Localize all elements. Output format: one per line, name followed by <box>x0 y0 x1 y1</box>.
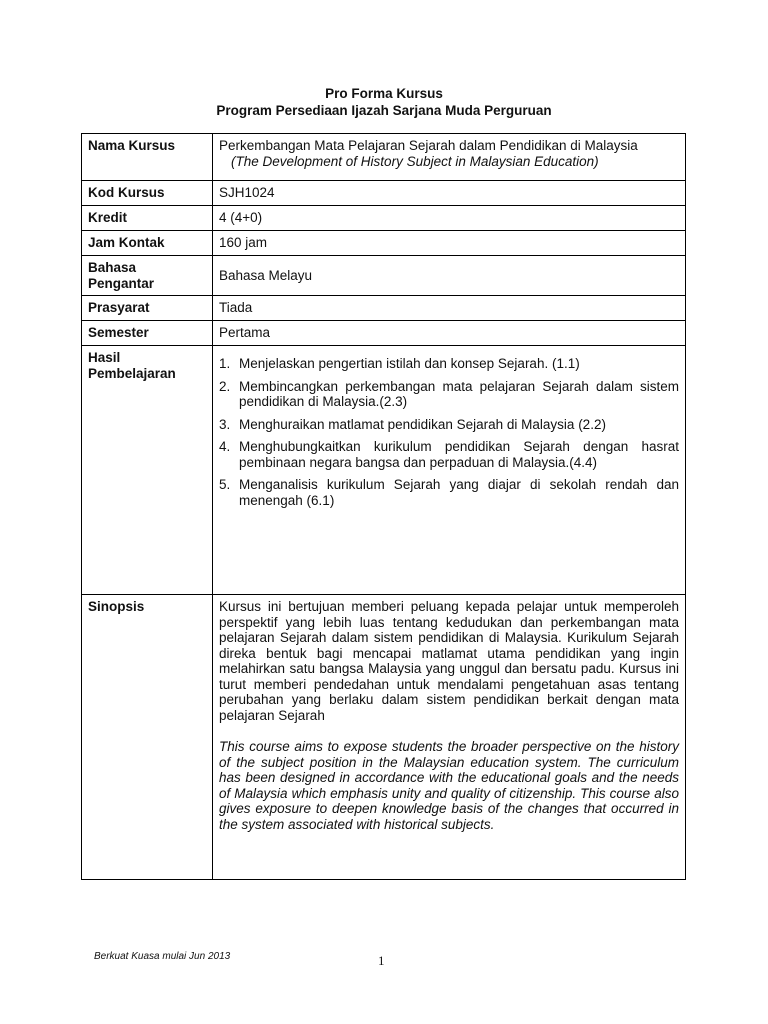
outcome-text: Menghuraikan matlamat pendidikan Sejarah di Malaysia (2.2) <box>239 416 606 432</box>
list-item <box>219 356 679 372</box>
row-hasil-pembelajaran <box>82 346 686 595</box>
synopsis-malay: Kursus ini bertujuan memberi peluang kepada pelajar untuk memperoleh perspektif yang lebih luas tentang kedudukan dan perkembangan mata pelajaran Sejarah dalam sistem pendidikan di Malaysia. Kurikulum Sejarah direka bentuk bagi mencapai matlamat utama pendidikan yang ingin melahirkan satu bangsa Malaysia yang unggul dan bersatu padu. Kursus ini turut memberi pendedahan untuk mendalami pengetahuan asas tentang perubahan yang berlaku dalam sistem pendidikan berkait dengan mata pelajaran Sejarah <box>219 599 679 723</box>
label-kredit: Kredit <box>82 206 213 231</box>
outcome-number: 3. <box>219 416 231 432</box>
document-header <box>0 85 768 119</box>
outcome-text: Menjelaskan pengertian istilah dan konsep Sejarah. (1.1) <box>239 356 580 371</box>
outcome-number: 4. <box>219 439 231 454</box>
label-bahasa-line1: Bahasa <box>88 260 137 275</box>
row-jam-kontak <box>82 231 686 256</box>
outcome-text: Menghubungkaitkan kurikulum pendidikan Sejarah dengan hasrat pembinaan negara bangsa dan perpaduan di Malaysia.(4.4) <box>239 439 679 470</box>
label-prasyarat: Prasyarat <box>82 296 213 321</box>
label-bahasa-line2: Pengantar <box>88 275 155 291</box>
label-sinopsis: Sinopsis <box>82 595 213 880</box>
synopsis-english: This course aims to expose students the broader perspective on the history of the subject position in the Malaysian education system. The curriculum has been designed in accordance with the educational goals and the needs of Malaysia which emphasis unity and quality of citizenship. This course also gives exposure to deepen knowledge basis of the changes that occurred in the system associated with historical subjects. <box>219 739 679 832</box>
row-kod-kursus <box>82 181 686 206</box>
row-prasyarat <box>82 296 686 321</box>
outcome-text: Membincangkan perkembangan mata pelajaran Sejarah dalam sistem pendidikan di Malaysia.(2.3) <box>239 378 679 409</box>
course-proforma-table <box>81 133 686 880</box>
row-sinopsis <box>82 595 686 880</box>
value-sinopsis <box>213 595 686 880</box>
document-subtitle: Program Persediaan Ijazah Sarjana Muda Perguruan <box>216 103 552 118</box>
value-nama-kursus <box>213 134 686 181</box>
label-kod-kursus: Kod Kursus <box>82 181 213 206</box>
footer-effective-date: Berkuat Kuasa mulai Jun 2013 <box>94 951 231 962</box>
row-semester <box>82 321 686 346</box>
row-nama-kursus <box>82 134 686 181</box>
course-name-en: (The Development of History Subject in Malaysian Education) <box>231 153 599 169</box>
document-title: Pro Forma Kursus <box>325 86 443 101</box>
label-hasil-line1: Hasil <box>88 350 121 365</box>
label-bahasa-pengantar <box>82 256 213 296</box>
value-jam-kontak: 160 jam <box>213 231 686 256</box>
value-semester: Pertama <box>213 321 686 346</box>
course-name-ms: Perkembangan Mata Pelajaran Sejarah dalam Pendidikan di Malaysia <box>219 138 638 153</box>
row-bahasa-pengantar <box>82 256 686 296</box>
label-jam-kontak: Jam Kontak <box>82 231 213 256</box>
list-item <box>219 379 679 410</box>
outcome-number: 5. <box>219 477 231 492</box>
outcome-number: 2. <box>219 378 231 394</box>
label-hasil-line2: Pembelajaran <box>88 365 176 381</box>
value-kod-kursus: SJH1024 <box>213 181 686 206</box>
list-item <box>219 417 679 433</box>
label-semester: Semester <box>82 321 213 346</box>
outcome-number: 1. <box>219 356 231 371</box>
label-nama-kursus: Nama Kursus <box>82 134 213 181</box>
label-hasil-pembelajaran <box>82 346 213 595</box>
list-item <box>219 439 679 470</box>
value-kredit: 4 (4+0) <box>213 206 686 231</box>
outcome-text: Menganalisis kurikulum Sejarah yang diajar di sekolah rendah dan menengah (6.1) <box>239 477 679 508</box>
page-number: 1 <box>378 953 385 968</box>
value-bahasa-pengantar: Bahasa Melayu <box>213 256 686 296</box>
row-kredit <box>82 206 686 231</box>
value-prasyarat: Tiada <box>213 296 686 321</box>
list-item <box>219 477 679 508</box>
learning-outcomes-list <box>219 356 679 508</box>
value-hasil-pembelajaran <box>213 346 686 595</box>
